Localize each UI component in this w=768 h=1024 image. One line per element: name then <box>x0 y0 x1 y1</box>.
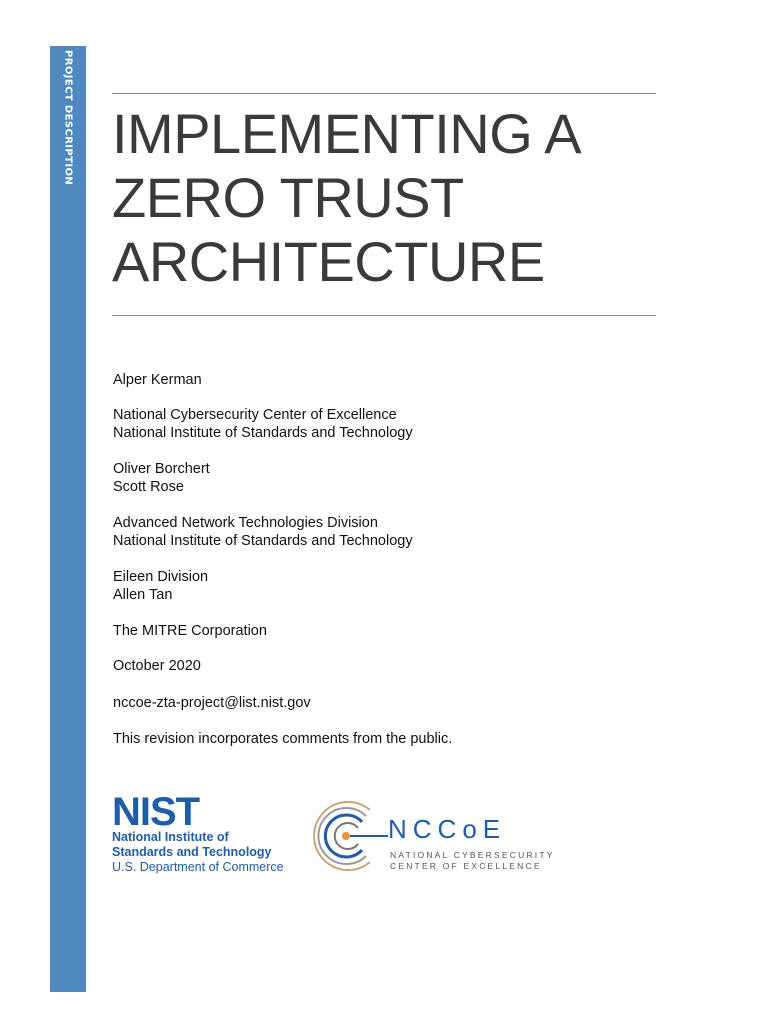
sidebar-band <box>50 46 86 992</box>
author-org: National Cybersecurity Center of Excellence <box>113 407 397 423</box>
author-name: Oliver Borchert <box>113 461 210 477</box>
author-name: Allen Tan <box>113 587 173 603</box>
author-name: Scott Rose <box>113 479 184 495</box>
title-line-3: ARCHITECTURE <box>112 230 545 293</box>
title-line-1: IMPLEMENTING A <box>112 102 582 165</box>
author-org: The MITRE Corporation <box>113 623 267 639</box>
nccoe-logo <box>308 794 578 878</box>
sidebar-label: PROJECT DESCRIPTION <box>62 50 74 186</box>
nist-line-1: National Institute of <box>112 830 229 844</box>
nccoe-line-1: NATIONAL CYBERSECURITY <box>390 850 555 860</box>
nccoe-wordmark: NCCoE <box>388 814 507 844</box>
nccoe-line-2: CENTER OF EXCELLENCE <box>390 861 542 871</box>
publication-date: October 2020 <box>113 658 201 674</box>
author-org: Advanced Network Technologies Division <box>113 515 378 531</box>
author-org: National Institute of Standards and Technology <box>113 425 413 441</box>
bottom-rule <box>112 315 656 316</box>
contact-email[interactable]: nccoe-zta-project@list.nist.gov <box>113 695 311 711</box>
nist-line-3: U.S. Department of Commerce <box>112 860 284 874</box>
nist-wordmark: NIST <box>112 790 200 834</box>
nist-line-2: Standards and Technology <box>112 845 272 859</box>
nist-logo <box>112 790 302 875</box>
title-line-2: ZERO TRUST <box>112 166 464 229</box>
author-org: National Institute of Standards and Technology <box>113 533 413 549</box>
top-rule <box>112 93 656 94</box>
nccoe-subtitle <box>390 850 555 872</box>
nccoe-emblem-icon <box>308 794 388 878</box>
revision-note: This revision incorporates comments from the public. <box>113 731 453 747</box>
author-name: Eileen Division <box>113 569 209 585</box>
document-title <box>112 102 672 294</box>
author-name: Alper Kerman <box>113 372 202 388</box>
